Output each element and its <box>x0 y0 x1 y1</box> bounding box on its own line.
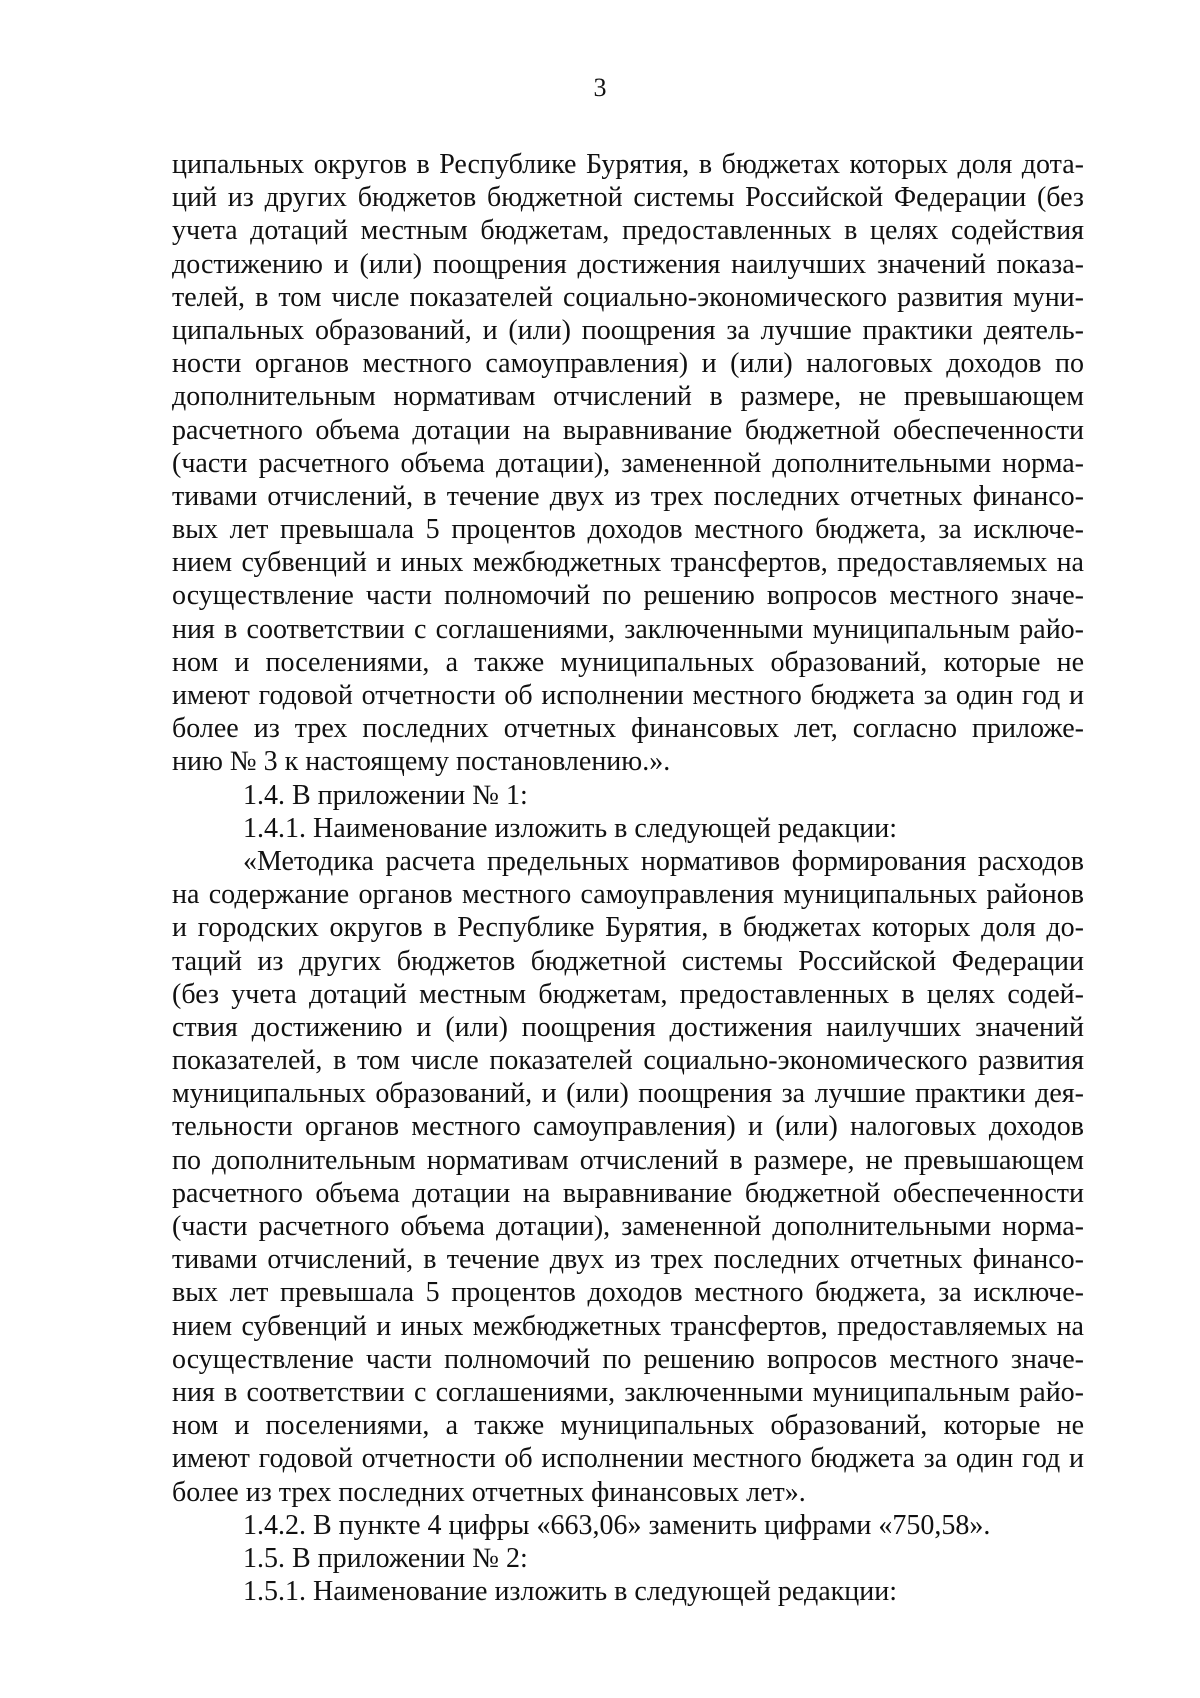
text-line: 1.4.2. В пункте 4 цифры «663,06» заменить цифрами «750,58». <box>243 1509 991 1541</box>
text-line: нием субвенций и иных межбюджетных трансфертов, предоставляемых на <box>172 1310 1084 1342</box>
text-line: достижению и (или) поощрения достижения наилучших значений показа- <box>172 248 1084 280</box>
text-line: тельности органов местного самоуправления) и (или) налоговых доходов <box>172 1111 1084 1143</box>
text-line: ном и поселениями, а также муниципальных образований, которые не <box>172 646 1084 678</box>
text-line: таций из других бюджетов бюджетной системы Российской Федерации <box>172 945 1084 977</box>
text-line: учета дотаций местным бюджетам, предоставленных в целях содействия <box>172 215 1084 247</box>
text-line: 1.4. В приложении № 1: <box>243 779 528 811</box>
text-line: ствия достижению и (или) поощрения достижения наилучших значений <box>172 1011 1084 1043</box>
text-line: более из трех последних отчетных финансовых лет». <box>172 1476 806 1508</box>
text-line: на содержание органов местного самоуправления муниципальных районов <box>172 879 1084 911</box>
text-line: вых лет превышала 5 процентов доходов местного бюджета, за исключе- <box>172 514 1084 546</box>
text-line: ном и поселениями, а также муниципальных образований, которые не <box>172 1410 1084 1442</box>
text-line: ципальных округов в Республике Бурятия, в бюджетах которых доля дота- <box>172 149 1084 180</box>
text-line: нию № 3 к настоящему постановлению.». <box>172 746 671 778</box>
text-line: осуществление части полномочий по решению вопросов местного значе- <box>172 1343 1084 1375</box>
text-line: 1.5. В приложении № 2: <box>243 1542 528 1574</box>
document-body <box>172 148 1084 1608</box>
text-line: (части расчетного объема дотации), замененной дополнительными норма- <box>172 447 1084 479</box>
text-line: ности органов местного самоуправления) и (или) налоговых доходов по <box>172 348 1084 380</box>
text-line: расчетного объема дотации на выравнивание бюджетной обеспеченности <box>172 414 1084 446</box>
page-number: 3 <box>593 73 607 102</box>
text-line: дополнительным нормативам отчислений в размере, не превышающем <box>172 381 1084 413</box>
text-line: осуществление части полномочий по решению вопросов местного значе- <box>172 580 1084 612</box>
text-line: тивами отчислений, в течение двух из трех последних отчетных финансо- <box>172 480 1084 512</box>
text-line: муниципальных образований, и (или) поощрения за лучшие практики дея- <box>172 1078 1084 1110</box>
text-line: имеют годовой отчетности об исполнении местного бюджета за один год и <box>172 680 1084 711</box>
text-line: телей, в том числе показателей социально-экономического развития муни- <box>172 281 1084 313</box>
text-line: по дополнительным нормативам отчислений в размере, не превышающем <box>172 1144 1084 1176</box>
text-line: ния в соответствии с соглашениями, заключенными муниципальным райо- <box>172 1376 1084 1408</box>
text-line: (части расчетного объема дотации), замененной дополнительными норма- <box>172 1211 1084 1242</box>
text-line: ций из других бюджетов бюджетной системы Российской Федерации (без <box>172 182 1084 214</box>
text-line: показателей, в том числе показателей социально-экономического развития <box>172 1045 1084 1077</box>
text-line: ния в соответствии с соглашениями, заключенными муниципальным райо- <box>172 613 1084 645</box>
text-line: расчетного объема дотации на выравнивание бюджетной обеспеченности <box>172 1177 1084 1209</box>
text-line: ципальных образований, и (или) поощрения за лучшие практики деятель- <box>172 314 1084 346</box>
text-line: (без учета дотаций местным бюджетам, предоставленных в целях содей- <box>172 978 1084 1010</box>
text-line: и городских округов в Республике Бурятия, в бюджетах которых доля до- <box>172 912 1084 944</box>
text-line: более из трех последних отчетных финансовых лет, согласно приложе- <box>172 713 1084 745</box>
text-line: имеют годовой отчетности об исполнении местного бюджета за один год и <box>172 1443 1084 1475</box>
text-line: тивами отчислений, в течение двух из трех последних отчетных финансо- <box>172 1244 1084 1276</box>
text-line: вых лет превышала 5 процентов доходов местного бюджета, за исключе- <box>172 1277 1084 1309</box>
text-line: «Методика расчета предельных нормативов формирования расходов <box>243 845 1084 877</box>
text-line: 1.5.1. Наименование изложить в следующей редакции: <box>243 1576 897 1608</box>
text-line: 1.4.1. Наименование изложить в следующей редакции: <box>243 812 897 844</box>
text-line: нием субвенций и иных межбюджетных трансфертов, предоставляемых на <box>172 547 1084 579</box>
